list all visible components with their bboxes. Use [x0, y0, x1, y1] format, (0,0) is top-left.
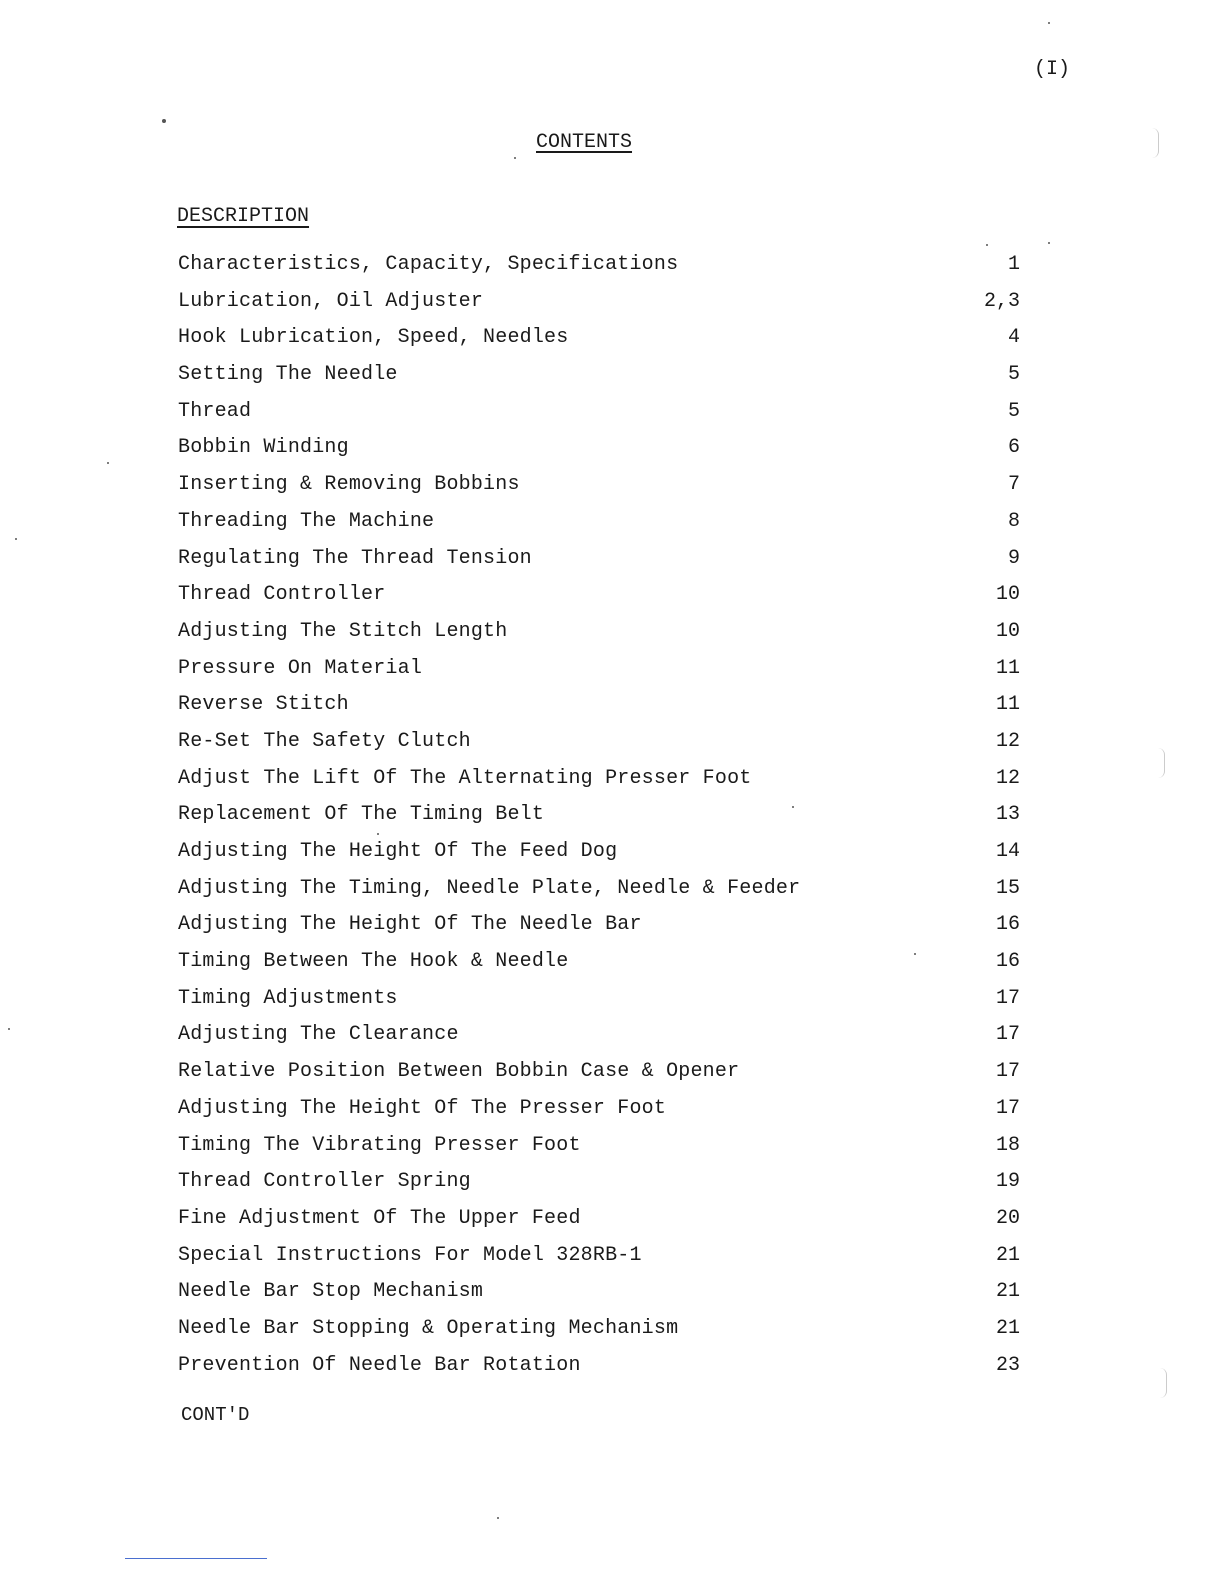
scan-speck: [8, 1028, 10, 1030]
toc-entry-title: Pressure On Material: [178, 656, 423, 680]
scan-speck: [986, 244, 988, 246]
toc-entry-page: 23: [995, 1353, 1020, 1377]
toc-entry-title: Re-Set The Safety Clutch: [178, 729, 471, 753]
toc-entry: [178, 545, 1028, 582]
toc-entry-title: Fine Adjustment Of The Upper Feed: [178, 1206, 581, 1230]
toc-entry: [178, 508, 1028, 545]
scan-speck: [1048, 22, 1050, 24]
toc-entry-title: Setting The Needle: [178, 363, 398, 387]
page-title: CONTENTS: [536, 131, 633, 154]
toc-entry: [178, 324, 1028, 361]
toc-entry-title: Regulating The Thread Tension: [178, 546, 532, 570]
toc-entry-title: Adjusting The Height Of The Feed Dog: [178, 840, 618, 863]
toc-entry-title: Lubrication, Oil Adjuster: [178, 289, 484, 313]
toc-entry: [178, 875, 1028, 912]
bottom-rule: [125, 1558, 267, 1559]
toc-entry-title: Timing Adjustments: [178, 986, 398, 1010]
toc-entry-page: 11: [995, 656, 1020, 680]
toc-entry-title: Threading The Machine: [178, 509, 435, 533]
toc-entry-page: 4: [1007, 326, 1020, 350]
scan-speck: [1048, 242, 1050, 244]
toc-entry-title: Inserting & Removing Bobbins: [178, 473, 520, 497]
toc-entry-title: Replacement Of The Timing Belt: [178, 803, 545, 827]
toc-entry-page: 6: [1007, 436, 1020, 460]
toc-entry: [178, 655, 1028, 692]
toc-entry-page: 10: [995, 619, 1020, 643]
toc-entry-page: 14: [995, 840, 1020, 863]
toc-entry: [178, 1021, 1028, 1058]
toc-entry-page: 13: [995, 803, 1020, 827]
toc-entry-title: Relative Position Between Bobbin Case & Opener: [178, 1060, 740, 1084]
toc-list: [178, 251, 1028, 1388]
scan-speck: [377, 833, 379, 835]
toc-entry-page: 16: [995, 913, 1020, 937]
toc-entry: [178, 691, 1028, 728]
toc-entry-page: 17: [995, 986, 1020, 1010]
toc-entry-title: Thread Controller Spring: [178, 1170, 471, 1194]
toc-entry-title: Thread: [178, 399, 252, 423]
toc-entry-title: Thread Controller: [178, 583, 386, 607]
section-heading: DESCRIPTION: [177, 205, 310, 228]
toc-entry-page: 17: [995, 1060, 1020, 1084]
toc-entry-page: 21: [995, 1280, 1020, 1304]
toc-entry-page: 9: [1007, 546, 1020, 570]
toc-entry-page: 16: [995, 950, 1020, 974]
scan-speck: [497, 1517, 499, 1519]
toc-entry: [178, 471, 1028, 508]
toc-entry: [178, 1205, 1028, 1242]
page-number: (I): [1034, 58, 1071, 81]
toc-entry-title: Bobbin Winding: [178, 436, 349, 460]
toc-entry: [178, 985, 1028, 1022]
toc-entry: [178, 1095, 1028, 1132]
toc-entry-title: Adjusting The Timing, Needle Plate, Needle & Feeder: [178, 876, 801, 900]
toc-entry-page: 12: [995, 766, 1020, 790]
toc-entry: [178, 1278, 1028, 1315]
toc-entry-page: 11: [995, 693, 1020, 717]
toc-entry-page: 10: [995, 583, 1020, 607]
toc-entry: [178, 728, 1028, 765]
toc-entry-page: 7: [1007, 473, 1020, 497]
toc-entry-page: 17: [995, 1023, 1020, 1047]
toc-entry: [178, 398, 1028, 435]
toc-entry-page: 8: [1007, 509, 1020, 533]
margin-mark: [1158, 748, 1165, 778]
toc-entry: [178, 838, 1028, 875]
toc-entry-title: Reverse Stitch: [178, 693, 349, 717]
toc-entry: [178, 1168, 1028, 1205]
margin-mark: [1152, 128, 1159, 158]
toc-entry-title: Adjusting The Stitch Length: [178, 619, 508, 643]
toc-entry-page: 1: [1007, 253, 1020, 276]
toc-entry: [178, 911, 1028, 948]
toc-entry-page: 5: [1007, 363, 1020, 387]
toc-entry: [178, 1352, 1028, 1389]
toc-entry-title: Special Instructions For Model 328RB-1: [178, 1243, 642, 1267]
toc-entry-title: Timing Between The Hook & Needle: [178, 950, 569, 974]
toc-entry-title: Timing The Vibrating Presser Foot: [178, 1133, 581, 1157]
margin-mark: [1160, 1368, 1167, 1398]
toc-entry-page: 19: [995, 1170, 1020, 1194]
toc-entry: [178, 434, 1028, 471]
toc-entry: [178, 801, 1028, 838]
toc-entry-page: 17: [995, 1096, 1020, 1120]
toc-entry: [178, 618, 1028, 655]
toc-entry-title: Adjusting The Height Of The Presser Foot: [178, 1096, 667, 1120]
toc-entry: [178, 1058, 1028, 1095]
toc-entry-title: Adjusting The Clearance: [178, 1023, 459, 1047]
toc-entry-title: Characteristics, Capacity, Specifications: [178, 253, 679, 276]
scan-speck: [514, 157, 516, 159]
toc-entry-page: 2,3: [983, 289, 1020, 313]
toc-entry-page: 12: [995, 729, 1020, 753]
scan-speck: [792, 806, 794, 808]
toc-entry-page: 21: [995, 1243, 1020, 1267]
toc-entry-page: 21: [995, 1316, 1020, 1340]
toc-entry-title: Hook Lubrication, Speed, Needles: [178, 326, 569, 350]
toc-entry-title: Needle Bar Stopping & Operating Mechanism: [178, 1316, 679, 1340]
toc-entry: [178, 361, 1028, 398]
toc-entry-title: Needle Bar Stop Mechanism: [178, 1280, 484, 1304]
continued-label: CONT'D: [181, 1404, 250, 1426]
scan-speck: [914, 953, 916, 955]
toc-entry: [178, 288, 1028, 325]
toc-entry: [178, 1242, 1028, 1279]
toc-entry-page: 20: [995, 1206, 1020, 1230]
toc-entry: [178, 1315, 1028, 1352]
toc-entry-title: Adjusting The Height Of The Needle Bar: [178, 913, 642, 937]
toc-entry: [178, 1132, 1028, 1169]
toc-entry: [178, 251, 1028, 288]
scan-speck: [107, 462, 109, 464]
toc-entry: [178, 948, 1028, 985]
scan-speck: [15, 538, 17, 540]
toc-entry-page: 5: [1007, 399, 1020, 423]
toc-entry-page: 15: [995, 876, 1020, 900]
toc-entry: [178, 765, 1028, 802]
toc-entry: [178, 581, 1028, 618]
toc-entry-page: 18: [995, 1133, 1020, 1157]
toc-entry-title: Adjust The Lift Of The Alternating Presser Foot: [178, 766, 752, 790]
scan-speck: [162, 119, 166, 123]
toc-entry-title: Prevention Of Needle Bar Rotation: [178, 1353, 581, 1377]
